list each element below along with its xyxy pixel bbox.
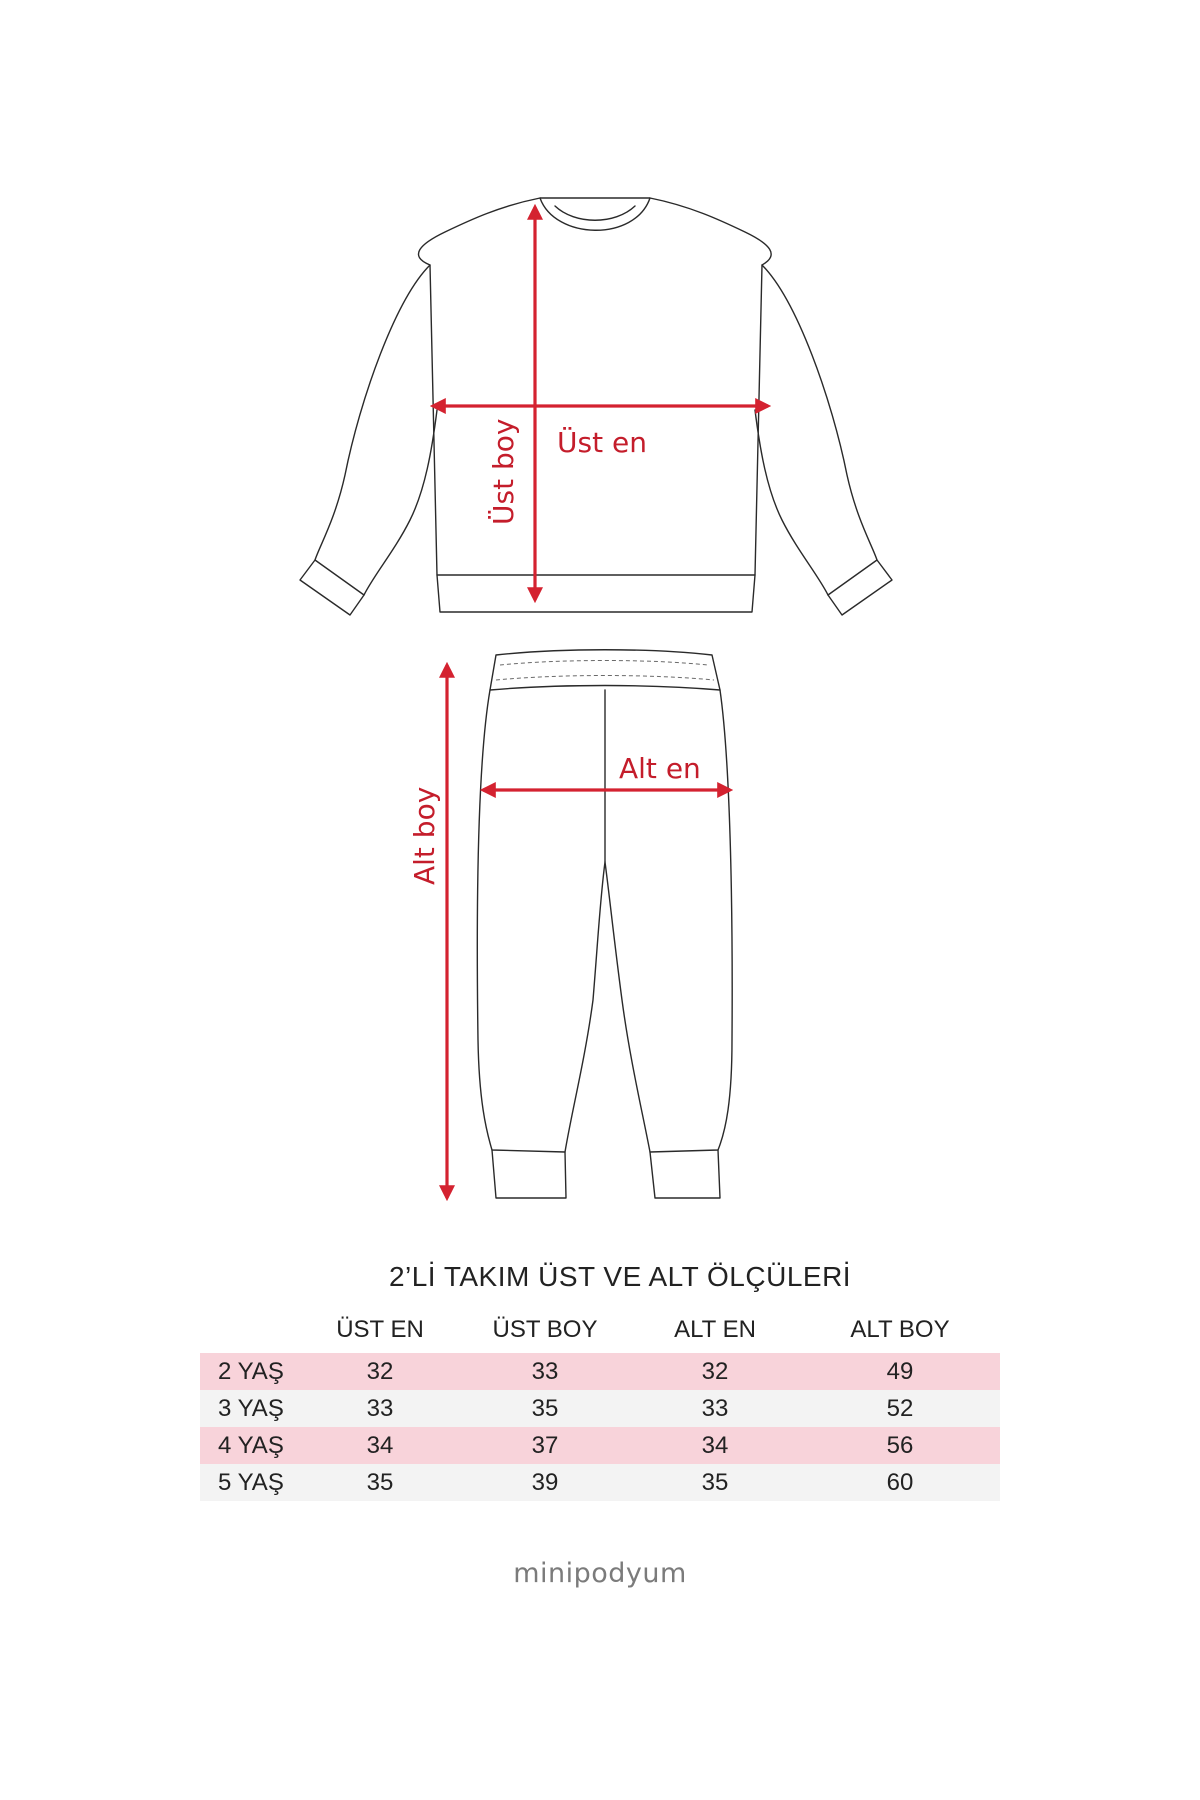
row-ust-boy: 35: [531, 1394, 559, 1422]
table-row: [200, 1353, 1000, 1390]
row-ust-en: 35: [366, 1468, 394, 1496]
alt-en-label: Alt en: [619, 752, 701, 785]
ust-boy-label: Üst boy: [487, 418, 520, 525]
row-ust-en: 32: [366, 1357, 394, 1385]
sweatshirt-body: [418, 198, 771, 575]
row-alt-en: 33: [701, 1394, 729, 1422]
sweatshirt-hem: [437, 575, 755, 612]
row-alt-boy: 56: [886, 1431, 914, 1459]
table-header-alt-boy: ALT BOY: [850, 1316, 950, 1343]
table-row: [200, 1390, 1000, 1427]
table-row: [200, 1464, 1000, 1501]
row-ust-en: 33: [366, 1394, 394, 1422]
pants-waistband-stitch: [496, 661, 714, 681]
sweatshirt-collar: [540, 198, 650, 230]
row-alt-en: 34: [701, 1431, 729, 1459]
table-header-row: [200, 1307, 1000, 1353]
sweatshirt-collar-inner: [555, 206, 635, 220]
row-age: 2 YAŞ: [218, 1357, 284, 1385]
ust-en-label: Üst en: [557, 426, 647, 459]
row-ust-boy: 37: [531, 1431, 559, 1459]
row-ust-boy: 33: [531, 1357, 559, 1385]
alt-boy-label: Alt boy: [408, 786, 441, 885]
row-age: 3 YAŞ: [218, 1394, 284, 1422]
row-alt-en: 35: [701, 1468, 729, 1496]
pants-right-cuff: [650, 1150, 720, 1198]
row-ust-en: 34: [366, 1431, 394, 1459]
row-alt-boy: 60: [886, 1468, 914, 1496]
row-alt-boy: 49: [886, 1357, 914, 1385]
row-alt-boy: 52: [886, 1394, 914, 1422]
table-title: 2’Lİ TAKIM ÜST VE ALT ÖLÇÜLERİ: [388, 1261, 852, 1292]
table-header-alt-en: ALT EN: [674, 1316, 756, 1343]
sweatshirt-left-sleeve: [315, 265, 437, 595]
pants-illustration: [477, 650, 732, 1198]
measurement-arrows: [433, 207, 768, 1198]
brand-logo: minipodyum: [513, 1558, 687, 1589]
pants-left-cuff: [492, 1150, 566, 1198]
table-header-ust-en: ÜST EN: [336, 1316, 424, 1343]
sweatshirt-right-sleeve: [755, 265, 877, 595]
table-row: [200, 1427, 1000, 1464]
row-age: 5 YAŞ: [218, 1468, 284, 1496]
row-alt-en: 32: [701, 1357, 729, 1385]
row-age: 4 YAŞ: [218, 1431, 284, 1459]
table-header-ust-boy: ÜST BOY: [492, 1316, 598, 1343]
size-table: [200, 1255, 1000, 1501]
pants-waistband: [490, 650, 720, 690]
row-ust-boy: 39: [531, 1468, 559, 1496]
